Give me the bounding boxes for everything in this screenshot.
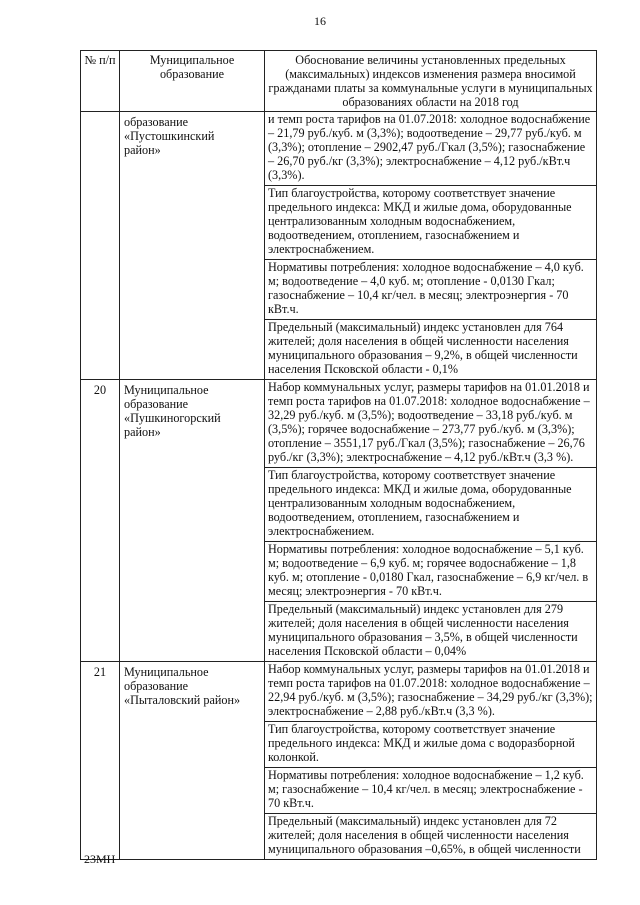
municipality-name-line: район» xyxy=(124,143,161,157)
justification-paragraph: Набор коммунальных услуг, размеры тарифов на 01.01.2018 и темп роста тарифов на 01.07.2018: холодное водоснабжение – 32,29 руб./куб. м (3,5%); водоотведение – 33,18 руб./куб. м (3,5%); горячее водоснабжение – 273,77 руб./куб. м (3,3%); отопление – 3551,17 руб./Гкал (3,5%); газоснабжение – 26,76 руб./кг (3,3%); электроснабжение – 4,12 руб./кВт.ч (3,3 %). xyxy=(265,380,596,468)
row-number xyxy=(81,112,120,380)
header-number: № п/п xyxy=(81,51,120,112)
header-municipality: Муниципальное образование xyxy=(120,51,265,112)
row-number: 20 xyxy=(81,380,120,662)
justification-paragraph: Тип благоустройства, которому соответствует значение предельного индекса: МКД и жилые дома, оборудованные централизованным холодным водоснабжением, водоотведением, отоплением, газоснабжением и электроснабжением. xyxy=(265,468,596,542)
footer-code: 23МН xyxy=(84,852,116,866)
justification-paragraph: Нормативы потребления: холодное водоснабжение – 4,0 куб. м; водоотведение – 4,0 куб. м; отопление - 0,0130 Гкал; газоснабжение – 10,4 кг/чел. в месяц; электроэнергия - 70 кВт.ч. xyxy=(265,260,596,320)
municipality-cell xyxy=(120,662,265,860)
municipality-name-line: «Пушкиногорский xyxy=(124,411,221,425)
municipality-cell xyxy=(120,380,265,662)
justification-paragraph: Предельный (максимальный) индекс установлен для 279 жителей; доля населения в общей численности населения муниципального образования – 3,5%, в общей численности населения Псковской области – 0,04% xyxy=(268,602,578,658)
page-number: 16 xyxy=(314,14,326,28)
justification-cell xyxy=(265,662,597,860)
justification-paragraph: Нормативы потребления: холодное водоснабжение – 5,1 куб. м; водоотведение – 6,9 куб. м; горячее водоснабжение – 1,8 куб. м; отопление - 0,0180 Гкал, газоснабжение – 6,9 кг/чел. в месяц; электроэнергия - 70 кВт.ч. xyxy=(265,542,596,602)
justification-paragraph: Набор коммунальных услуг, размеры тарифов на 01.01.2018 и темп роста тарифов на 01.07.2018: холодное водоснабжение – 22,94 руб./куб. м (3,5%); газоснабжение – 34,29 руб./кг (3,3%); электроснабжение – 2,88 руб./кВт.ч (3,3 %). xyxy=(265,662,596,722)
justification-paragraph: Тип благоустройства, которому соответствует значение предельного индекса: МКД и жилые дома с водоразборной колонкой. xyxy=(265,722,596,768)
justification-paragraph: и темп роста тарифов на 01.07.2018: холодное водоснабжение – 21,79 руб./куб. м (3,3%); водоотведение – 29,77 руб./куб. м (3,3%); отопление – 2902,47 руб./Гкал (3,5%); газоснабжение – 26,70 руб./кг (3,3%); электроснабжение – 4,12 руб./кВт.ч (3,3%). xyxy=(265,112,596,186)
municipality-name-line: образование xyxy=(124,115,189,129)
municipality-name-line: Муниципальное xyxy=(124,383,209,397)
justification-cell xyxy=(265,112,597,380)
table-header-row xyxy=(81,51,597,112)
table-row xyxy=(81,662,597,860)
municipality-name-line: образование xyxy=(124,397,189,411)
justification-paragraph: Предельный (максимальный) индекс установлен для 72 жителей; доля населения в общей численности населения муниципального образования –0,65%, в общей численности xyxy=(268,814,581,856)
justification-cell xyxy=(265,380,597,662)
justification-paragraph: Нормативы потребления: холодное водоснабжение – 1,2 куб. м; газоснабжение – 10,4 кг/чел. в месяц; электроснабжение - 70 кВт.ч. xyxy=(265,768,596,814)
header-justification: Обоснование величины установленных предельных (максимальных) индексов изменения размера вносимой гражданами платы за коммунальные услуги в муниципальных образованиях области на 2018 год xyxy=(265,51,597,112)
indices-table xyxy=(80,50,597,860)
table-row xyxy=(81,380,597,662)
justification-paragraph: Предельный (максимальный) индекс установлен для 764 жителей; доля населения в общей численности населения муниципального образования – 9,2%, в общей численности населения Псковской области - 0,1% xyxy=(268,320,578,376)
table-row xyxy=(81,112,597,380)
municipality-name-line: «Пустошкинский xyxy=(124,129,215,143)
municipality-name-line: Муниципальное xyxy=(124,665,209,679)
justification-paragraph: Тип благоустройства, которому соответствует значение предельного индекса: МКД и жилые дома, оборудованные централизованным холодным водоснабжением, водоотведением, отоплением, газоснабжением и электроснабжением. xyxy=(265,186,596,260)
municipality-name-line: район» xyxy=(124,425,161,439)
municipality-cell xyxy=(120,112,265,380)
municipality-name-line: «Пыталовский район» xyxy=(124,693,241,707)
municipality-name-line: образование xyxy=(124,679,189,693)
row-number: 21 xyxy=(81,662,120,860)
